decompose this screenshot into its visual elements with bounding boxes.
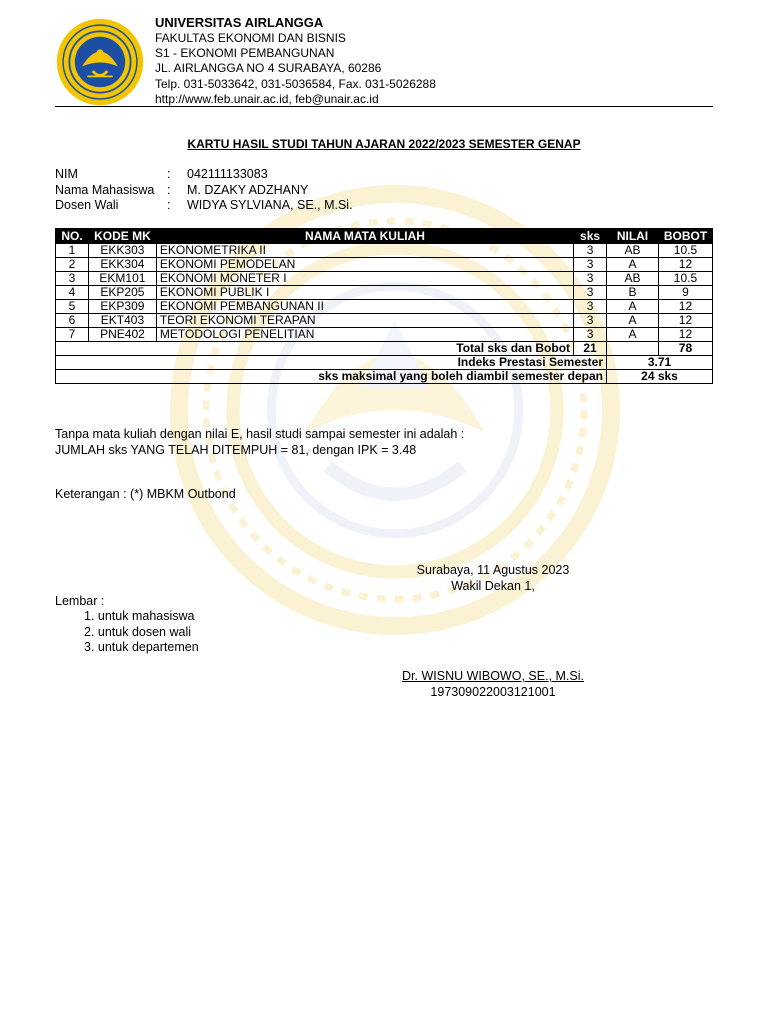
list-item: 2. untuk dosen wali: [84, 624, 192, 639]
signature-block: [390, 563, 596, 594]
advisor-value: WIDYA SYLVIANA, SE., M.Si.: [187, 198, 353, 212]
name-value: M. DZAKY ADZHANY: [187, 182, 309, 197]
signer-name: Dr. WISNU WIBOWO, SE., M.Si.: [402, 669, 584, 683]
header-divider: [55, 106, 713, 107]
table-row: 6 EKT403 TEORI EKONOMI TERAPAN 3 A 12: [56, 314, 713, 328]
ips-value: 3.71: [607, 356, 713, 370]
university-logo: [55, 17, 145, 107]
table-row: 3 EKM101 EKONOMI MONETER I 3 AB 10.5: [56, 272, 713, 286]
max-sks-value: 24 sks: [607, 370, 713, 384]
student-info: [55, 167, 353, 214]
institution-header: [155, 15, 436, 107]
total-sks: 21: [574, 342, 607, 356]
table-row: 1 EKK303 EKONOMETRIKA II 3 AB 10.5: [56, 244, 713, 258]
university-name: UNIVERSITAS AIRLANGGA: [155, 15, 324, 30]
document-title: KARTU HASIL STUDI TAHUN AJARAN 2022/2023 SEMESTER GENAP: [187, 137, 581, 151]
signer: [390, 669, 596, 700]
grades-table: [55, 228, 713, 384]
program-name: S1 - EKONOMI PEMBANGUNAN: [155, 46, 335, 61]
signer-role: Wakil Dekan 1,: [451, 578, 535, 593]
total-bobot: 78: [658, 342, 712, 356]
total-row: Total sks dan Bobot 21 78: [56, 342, 713, 356]
table-header-row: [56, 229, 713, 244]
table-row: 5 EKP309 EKONOMI PEMBANGUNAN II 3 A 12: [56, 300, 713, 314]
faculty-name: FAKULTAS EKONOMI DAN BISNIS: [155, 31, 346, 45]
col-kode: KODE MK: [88, 229, 156, 244]
lembar-label: Lembar :: [55, 594, 105, 608]
nim-row: NIM : 042111133083: [55, 167, 268, 181]
ips-row: Indeks Prestasi Semester 3.71: [56, 356, 713, 370]
list-item: 1. untuk mahasiswa: [84, 609, 195, 623]
col-no: NO.: [56, 229, 89, 244]
address: JL. AIRLANGGA NO 4 SURABAYA, 60286: [155, 61, 382, 76]
col-sks: sks: [574, 229, 607, 244]
table-row: 4 EKP205 EKONOMI PUBLIK I 3 B 9: [56, 286, 713, 300]
nim-value: 042111133083: [187, 167, 268, 181]
table-row: 7 PNE402 METODOLOGI PENELITIAN 3 A 12: [56, 328, 713, 342]
col-nilai: NILAI: [607, 229, 659, 244]
col-nama: NAMA MATA KULIAH: [156, 229, 573, 244]
max-sks-row: sks maksimal yang boleh diambil semester depan 24 sks: [56, 370, 713, 384]
phone: Telp. 031-5033642, 031-5036584, Fax. 031-5026288: [155, 76, 436, 91]
list-item: 3. untuk departemen: [84, 640, 199, 654]
web-contact: http://www.feb.unair.ac.id, feb@unair.ac.id: [155, 91, 379, 106]
signer-id: 197309022003121001: [430, 684, 556, 699]
advisor-row: Dosen Wali : WIDYA SYLVIANA, SE., M.Si.: [55, 198, 353, 212]
lembar-list: [84, 609, 199, 656]
study-summary: Tanpa mata kuliah dengan nilai E, hasil studi sampai semester ini adalah : JUMLAH sks YANG TELAH DITEMPUH = 81, dengan IPK = 3.48: [55, 427, 465, 457]
table-row: 2 EKK304 EKONOMI PEMODELAN 3 A 12: [56, 258, 713, 272]
note: Keterangan : (*) MBKM Outbond: [55, 487, 236, 501]
col-bobot: BOBOT: [658, 229, 712, 244]
place-date: Surabaya, 11 Agustus 2023: [416, 563, 570, 577]
name-row: Nama Mahasiswa : M. DZAKY ADZHANY: [55, 182, 309, 197]
